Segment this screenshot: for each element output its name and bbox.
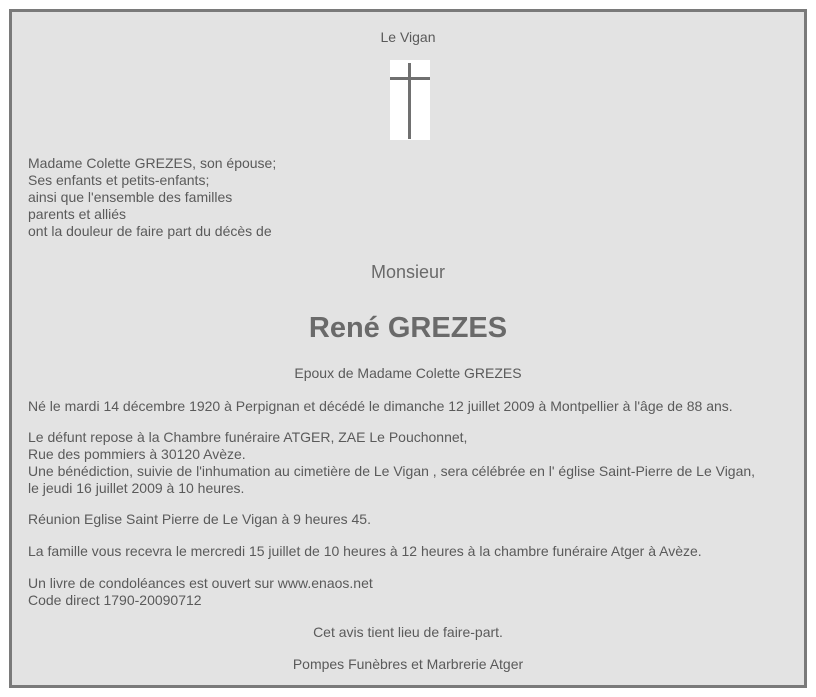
family-line: Madame Colette GREZES, son épouse; bbox=[28, 155, 277, 171]
family-line: Ses enfants et petits-enfants; bbox=[28, 172, 210, 188]
condolence-line: Code direct 1790-20090712 bbox=[28, 592, 202, 608]
deceased-name: René GREZES bbox=[308, 312, 508, 344]
meeting-info bbox=[28, 511, 798, 528]
ceremony-line: Une bénédiction, suivie de l'inhumation au cimetière de Le Vigan , sera célébrée en l' église Saint-Pierre de Le Vigan, bbox=[28, 463, 756, 479]
family-line: ainsi que l'ensemble des familles bbox=[28, 189, 233, 205]
family-announcement bbox=[28, 155, 276, 240]
honorific-title: Monsieur bbox=[370, 262, 446, 282]
closing-note: Cet avis tient lieu de faire-part. bbox=[313, 624, 503, 640]
family-reception-info bbox=[28, 543, 798, 560]
family-line: ont la douleur de faire part du décès de bbox=[28, 223, 272, 239]
meeting-text: Réunion Eglise Saint Pierre de Le Vigan à 9 heures 45. bbox=[28, 511, 371, 527]
spouse-line: Epoux de Madame Colette GREZES bbox=[294, 365, 522, 381]
family-reception-text: La famille vous recevra le mercredi 15 juillet de 10 heures à 12 heures à la chambre funéraire Atger à Avèze. bbox=[28, 543, 702, 559]
ceremony-line: Le défunt repose à la Chambre funéraire ATGER, ZAE Le Pouchonnet, bbox=[28, 429, 468, 445]
condolence-line: Un livre de condoléances est ouvert sur www.enaos.net bbox=[28, 575, 373, 591]
cross-icon bbox=[390, 60, 430, 140]
birth-death-info bbox=[28, 398, 798, 415]
ceremony-line: Rue des pommiers à 30120 Avèze. bbox=[28, 446, 246, 462]
birth-death-text: Né le mardi 14 décembre 1920 à Perpignan et décédé le dimanche 12 juillet 2009 à Montpellier à l'âge de 88 ans. bbox=[28, 398, 733, 414]
ceremony-info bbox=[28, 429, 798, 497]
funeral-home: Pompes Funèbres et Marbrerie Atger bbox=[292, 656, 524, 672]
condolence-info bbox=[28, 575, 798, 609]
location: Le Vigan bbox=[380, 29, 436, 45]
obituary-notice bbox=[9, 9, 807, 688]
family-line: parents et alliés bbox=[28, 206, 127, 222]
ceremony-line: le jeudi 16 juillet 2009 à 10 heures. bbox=[28, 480, 245, 496]
